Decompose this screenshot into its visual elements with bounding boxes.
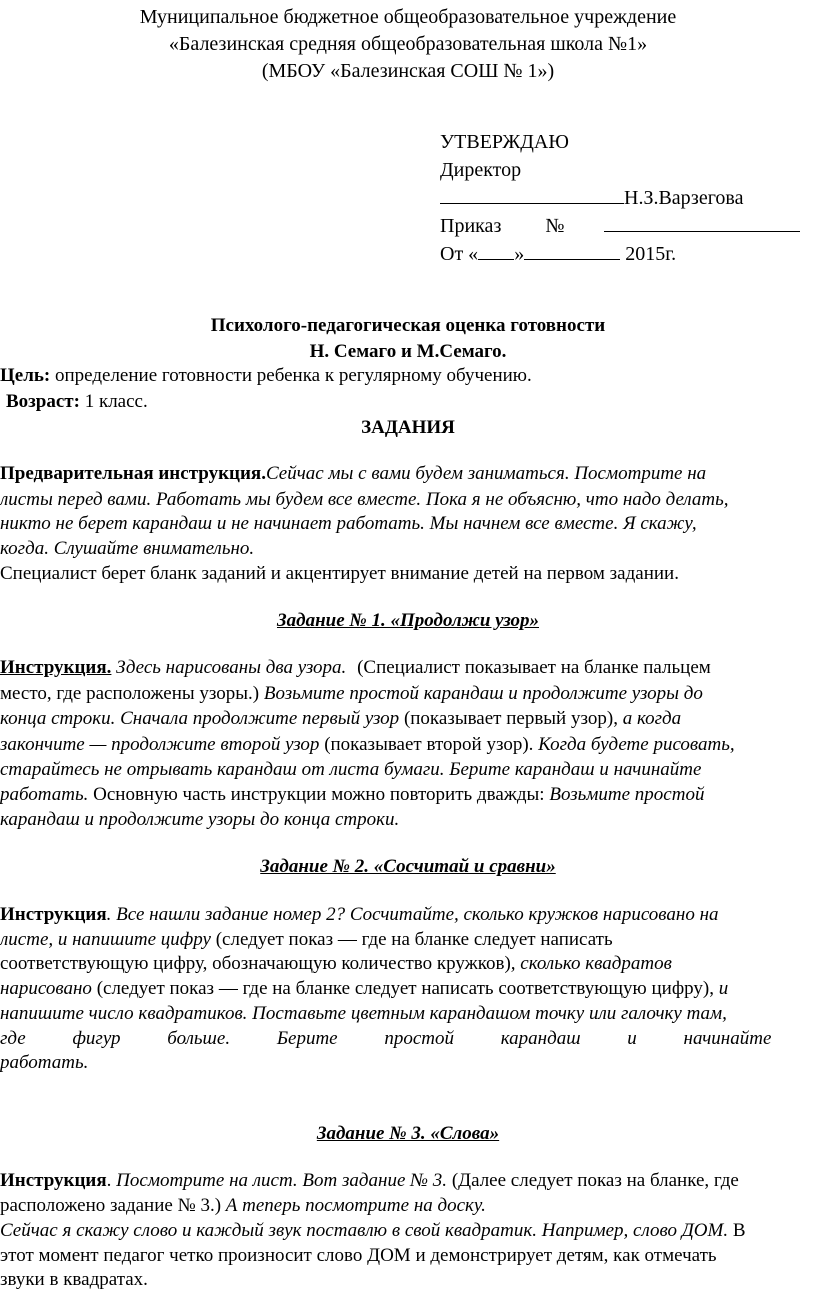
date-month-blank bbox=[524, 241, 620, 260]
goal-label: Цель: bbox=[0, 365, 51, 386]
approval-date bbox=[440, 240, 800, 268]
prelim-line-2: листы перед вами. Работать мы будем все вместе. Пока я не объясню, что надо делать, bbox=[0, 489, 729, 510]
task1-line-7: карандаш и продолжите узоры до конца строки. bbox=[0, 809, 400, 830]
date-from-label: От « bbox=[440, 243, 479, 265]
date-year: 2015г. bbox=[620, 243, 677, 265]
header-line-3: (МБОУ «Балезинская СОШ № 1») bbox=[261, 60, 555, 82]
header-line-1: Муниципальное бюджетное общеобразовательное учреждение bbox=[139, 6, 677, 28]
task2-instruction-label: Инструкция bbox=[0, 904, 107, 925]
prelim-label: Предварительная инструкция. bbox=[0, 463, 266, 484]
task3-line-5: звуки в квадратах. bbox=[0, 1269, 148, 1290]
approval-title: УТВЕРЖДАЮ bbox=[440, 131, 569, 153]
task3-line-3: Сейчас я скажу слово и каждый звук поставлю в свой квадратик. Например, слово ДОМ. В bbox=[0, 1220, 746, 1241]
order-number-sign: № bbox=[545, 215, 565, 237]
task1-line-6: работать. Основную часть инструкции можно повторить дважды: Возьмите простой bbox=[0, 784, 705, 805]
task1-line-5: старайтесь не отрывать карандаш от листа бумаги. Берите карандаш и начинайте bbox=[0, 759, 702, 780]
task2-line-7: работать. bbox=[0, 1052, 89, 1073]
title-line-2: Н. Семаго и М.Семаго. bbox=[309, 341, 507, 362]
tasks-heading: ЗАДАНИЯ bbox=[361, 417, 455, 438]
school-header bbox=[0, 4, 816, 85]
approval-director: Директор bbox=[440, 159, 522, 181]
task3-title: Задание № 3. «Слова» bbox=[316, 1123, 500, 1144]
order-label: Приказ bbox=[440, 215, 502, 237]
signature-blank bbox=[440, 185, 624, 204]
document-title bbox=[0, 313, 816, 365]
task1-instruction-label: Инструкция. bbox=[0, 657, 112, 678]
age-label: Возраст: bbox=[6, 391, 80, 412]
task1-line-1: Инструкция. Здесь нарисованы два узора. (Специалист показывает на бланке пальцем bbox=[0, 657, 711, 678]
approval-signature-line bbox=[440, 184, 800, 212]
approval-signer: Н.З.Варзегова bbox=[624, 187, 744, 209]
order-number-blank bbox=[604, 213, 800, 232]
date-day-blank bbox=[478, 241, 514, 260]
task3-line-1: Инструкция. Посмотрите на лист. Вот задание № 3. (Далее следует показ на бланке, где bbox=[0, 1170, 739, 1191]
task1-line-4: закончите — продолжите второй узор (показывает второй узор). Когда будете рисовать, bbox=[0, 734, 735, 755]
task3-line-2: расположено задание № 3.) А теперь посмотрите на доску. bbox=[0, 1195, 486, 1216]
task1-line-3: конца строки. Сначала продолжите первый узор (показывает первый узор), а когда bbox=[0, 708, 682, 729]
task2-line-3: соответствующую цифру, обозначающую количество кружков), сколько квадратов bbox=[0, 953, 672, 974]
age-line bbox=[6, 390, 148, 414]
task1-line-2: место, где расположены узоры.) Возьмите простой карандаш и продолжите узоры до bbox=[0, 683, 703, 704]
approval-block bbox=[440, 128, 800, 268]
approval-order bbox=[440, 212, 800, 240]
task3-instruction-label: Инструкция bbox=[0, 1170, 107, 1191]
task2-line-6: где фигур больше. Берите простой карандаш и начинайте bbox=[0, 1028, 772, 1049]
prelim-line-1: Предварительная инструкция.Сейчас мы с вами будем заниматься. Посмотрите на bbox=[0, 463, 707, 484]
goal-text: определение готовности ребенка к регулярному обучению. bbox=[50, 365, 532, 386]
header-line-2: «Балезинская средняя общеобразовательная школа №1» bbox=[168, 33, 648, 55]
prelim-line-5: Специалист берет бланк заданий и акцентирует внимание детей на первом задании. bbox=[0, 563, 679, 584]
goal-line bbox=[0, 364, 532, 388]
task3-line-4: этот момент педагог четко произносит слово ДОМ и демонстрирует детям, как отмечать bbox=[0, 1245, 717, 1266]
task2-line-5: напишите число квадратиков. Поставьте цветным карандашом точку или галочку там, bbox=[0, 1003, 727, 1024]
task2-title: Задание № 2. «Сосчитай и сравни» bbox=[260, 856, 556, 877]
task2-line-2: листе, и напишите цифру (следует показ — где на бланке следует написать bbox=[0, 929, 613, 950]
date-quote: » bbox=[514, 243, 525, 265]
title-line-1: Психолого-педагогическая оценка готовности bbox=[210, 315, 606, 336]
task1-title: Задание № 1. «Продолжи узор» bbox=[276, 610, 539, 631]
age-text: 1 класс. bbox=[79, 391, 148, 412]
task2-line-1: Инструкция. Все нашли задание номер 2? Сосчитайте, сколько кружков нарисовано на bbox=[0, 904, 719, 925]
task2-line-4: нарисовано (следует показ — где на бланке следует написать соответствующую цифру), и bbox=[0, 978, 729, 999]
prelim-line-4: когда. Слушайте внимательно. bbox=[0, 538, 255, 559]
prelim-line-3: никто не берет карандаш и не начинает работать. Мы начнем все вместе. Я скажу, bbox=[0, 513, 697, 534]
